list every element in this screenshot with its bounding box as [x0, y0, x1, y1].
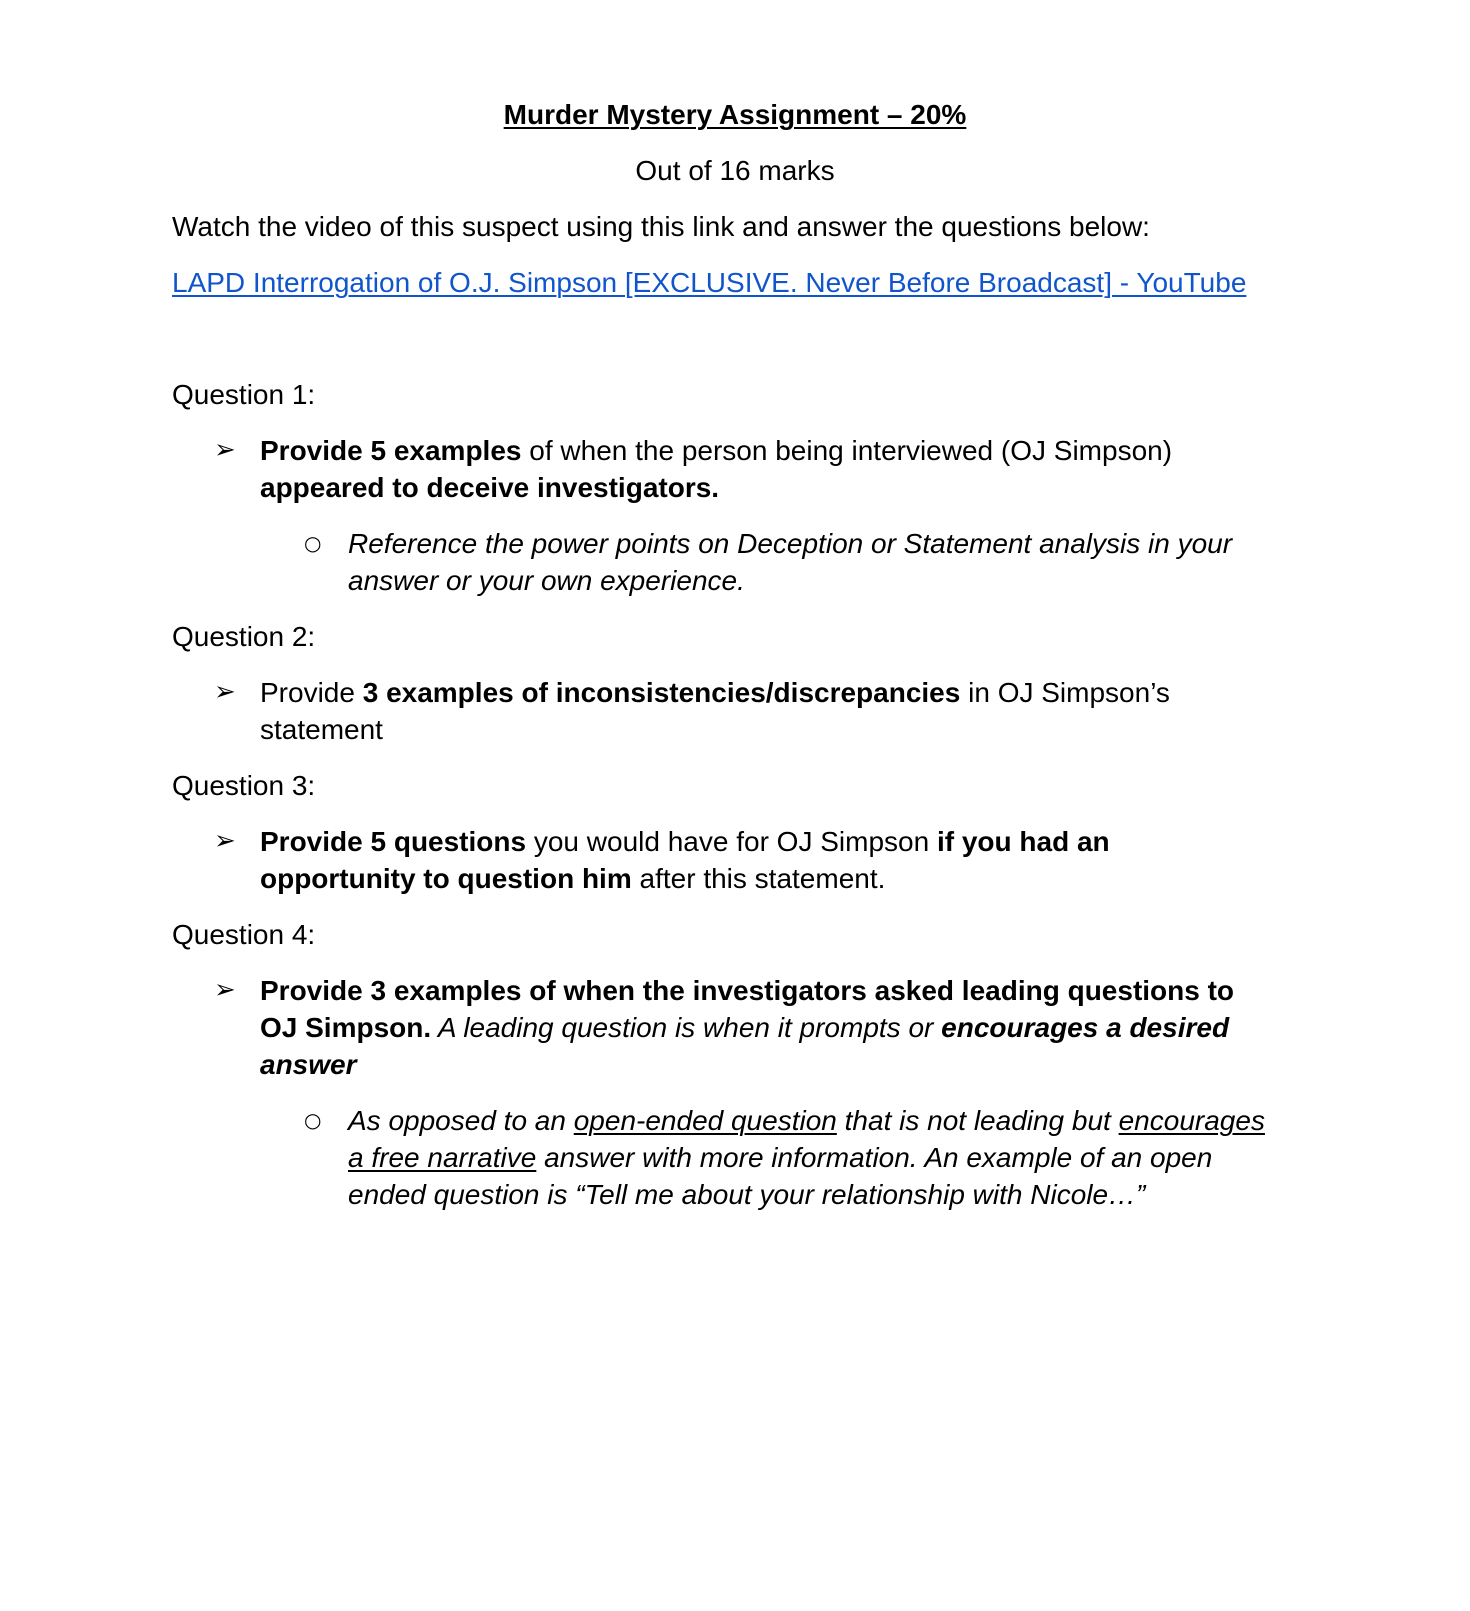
question-1-bold-text: appeared to deceive investigators.	[260, 472, 720, 503]
arrow-bullet-icon: ➢	[214, 435, 236, 465]
question-1-label: Question 1:	[172, 379, 316, 410]
question-1-note-text: answer or your own experience.	[348, 565, 745, 596]
question-3-text: you would have for OJ Simpson	[526, 826, 937, 857]
arrow-bullet-icon: ➢	[214, 975, 236, 1005]
question-1-text: of when the person being interviewed (OJ Simpson)	[521, 435, 1173, 466]
circle-bullet-icon: ○	[304, 1108, 322, 1132]
question-4-bold-italic-text: encourages a desired	[941, 1012, 1230, 1043]
question-3-prompt-line-1	[260, 823, 1110, 860]
question-4-note-text: answer with more information. An example of an open	[536, 1142, 1213, 1173]
question-3-prompt-line-2	[260, 860, 885, 897]
question-4-bold-text: Provide 3 examples of when the investigators asked leading questions to	[260, 975, 1235, 1006]
question-4-italic-text: A leading question is when it prompts or	[431, 1012, 942, 1043]
question-4-prompt-line-3	[260, 1046, 357, 1083]
question-2-label: Question 2:	[172, 621, 316, 652]
question-4-note-text: As opposed to an	[348, 1105, 574, 1136]
question-1-note-line-1	[348, 525, 1232, 562]
question-4-prompt-line-2	[260, 1009, 1229, 1046]
open-ended-question-term: open-ended question	[573, 1105, 837, 1136]
question-2-prompt-line-1	[260, 674, 1170, 711]
question-3-label: Question 3:	[172, 770, 316, 801]
question-4-note-line-2	[348, 1139, 1212, 1176]
free-narrative-term: a free narrative	[348, 1142, 537, 1173]
question-2-text: in OJ Simpson’s	[960, 677, 1170, 708]
question-1-prompt-line-1	[260, 432, 1172, 469]
question-2-prompt-line-2	[260, 711, 383, 748]
question-2-text: statement	[260, 714, 383, 745]
question-1-bold-text: Provide 5 examples	[260, 435, 522, 466]
question-4-prompt-line-1	[260, 972, 1234, 1009]
video-link[interactable]: LAPD Interrogation of O.J. Simpson [EXCLUSIVE. Never Before Broadcast] - YouTube	[172, 267, 1247, 298]
arrow-bullet-icon: ➢	[214, 826, 236, 856]
question-2-text: Provide	[260, 677, 363, 708]
free-narrative-term: encourages	[1118, 1105, 1265, 1136]
question-4-note-line-1	[348, 1102, 1265, 1139]
question-1-prompt-line-2	[260, 469, 719, 506]
document-subtitle: Out of 16 marks	[635, 155, 835, 186]
circle-bullet-icon: ○	[304, 531, 322, 555]
question-2-bold-text: 3 examples of inconsistencies/discrepancies	[362, 677, 961, 708]
question-3-bold-text: if you had an	[936, 826, 1110, 857]
question-1-note-text: Reference the power points on Deception or Statement analysis in your	[348, 528, 1233, 559]
question-3-text: after this statement.	[631, 863, 886, 894]
question-3-bold-text: opportunity to question him	[260, 863, 632, 894]
question-4-bold-text: OJ Simpson.	[260, 1012, 432, 1043]
question-4-note-text: that is not leading but	[836, 1105, 1119, 1136]
question-4-note-line-3	[348, 1176, 1145, 1213]
question-4-note-text: ended question is “Tell me about your relationship with Nicole…”	[348, 1179, 1146, 1210]
question-4-label: Question 4:	[172, 919, 316, 950]
arrow-bullet-icon: ➢	[214, 677, 236, 707]
question-3-bold-text: Provide 5 questions	[260, 826, 527, 857]
question-4-bold-italic-text: answer	[260, 1049, 357, 1080]
document-title: Murder Mystery Assignment – 20%	[503, 99, 967, 130]
instructions-text: Watch the video of this suspect using this link and answer the questions below:	[172, 211, 1150, 242]
question-1-note-line-2	[348, 562, 745, 599]
